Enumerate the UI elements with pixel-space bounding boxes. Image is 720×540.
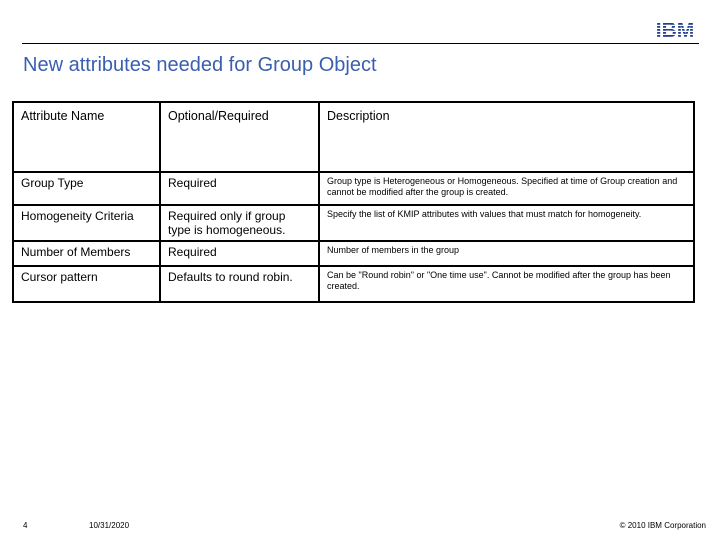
description-cell: Number of members in the group xyxy=(319,241,694,266)
table-row xyxy=(13,241,694,266)
header-rule xyxy=(22,43,699,44)
requirement-cell: Required xyxy=(160,172,319,205)
requirement-cell: Required only if group type is homogeneous. xyxy=(160,205,319,241)
header-cell-optional-required: Optional/Required xyxy=(160,102,319,172)
attribute-name-cell: Homogeneity Criteria xyxy=(13,205,160,241)
ibm-logo xyxy=(651,20,699,40)
header-cell-description: Description xyxy=(319,102,694,172)
page-number: 4 xyxy=(23,521,28,530)
description-cell: Specify the list of KMIP attributes with values that must match for homogeneity. xyxy=(319,205,694,241)
requirement-cell: Defaults to round robin. xyxy=(160,266,319,302)
requirement-cell: Required xyxy=(160,241,319,266)
header-cell-attribute-name: Attribute Name xyxy=(13,102,160,172)
table-row xyxy=(13,172,694,205)
table-row xyxy=(13,205,694,241)
slide-title: New attributes needed for Group Object xyxy=(23,54,377,76)
footer-date: 10/31/2020 xyxy=(89,521,130,530)
attributes-table xyxy=(12,101,695,303)
description-cell: Group type is Heterogeneous or Homogeneous. Specified at time of Group creation and cannot be modified after the group is created. xyxy=(319,172,694,205)
table-row xyxy=(13,266,694,302)
attribute-name-cell: Number of Members xyxy=(13,241,160,266)
attribute-name-cell: Cursor pattern xyxy=(13,266,160,302)
attribute-name-cell: Group Type xyxy=(13,172,160,205)
description-cell: Can be "Round robin" or "One time use". Cannot be modified after the group has been created. xyxy=(319,266,694,302)
table-header-row xyxy=(13,102,694,172)
copyright: © 2010 IBM Corporation xyxy=(619,521,706,530)
logo-text: IBM xyxy=(655,20,695,40)
